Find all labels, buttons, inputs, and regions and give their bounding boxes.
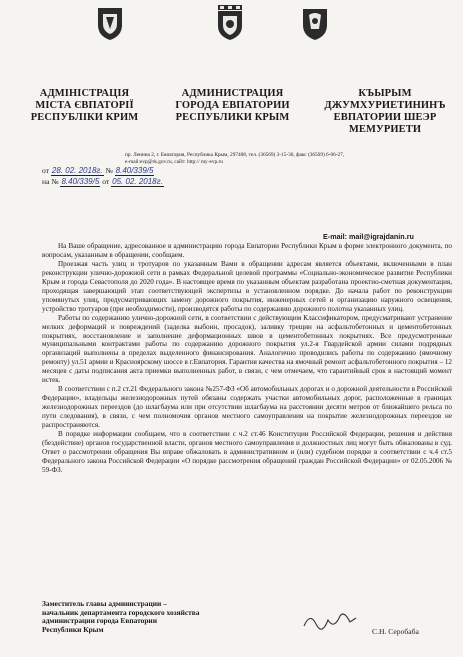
header-russian [160, 88, 305, 124]
header-line: АДМІНІСТРАЦІЯ [39, 88, 130, 99]
header-line: КЪЫРЫМ [358, 88, 412, 99]
paragraph: В соответствии с п.2 ст.21 Федерального закона №257-ФЗ «Об автомобильных дорогах и о дорожной деятельности в Российской Федерации», владельцы железнодорожных путей обязаны содержать участки автомобильных дорог, расположенные в границах железнодорожных переездов (до шлагбаума или при отсутствии шлагбаума на расстоянии десяти метров от ближайшего рельса по пути следования), в связи, с чем полномочия органов местного самоуправления на покрытие железнодорожных переездов не распространяются. [42, 385, 452, 430]
paragraph: В порядке информации сообщаем, что в соответствии с ч.2 ст.46 Конституции Российской Федерации, решения и действия (бездействие) органов государственной власти, органов местного самоуправления и должностных лиц могут быть обжалованы в суд. Ответ о рассмотрении обращения Вы вправе обжаловать в административном и (или) судебном порядке в соответствии с ч.4 ст.5 Федерального закона Российской Федерации «О порядке рассмотрения обращений граждан Российской Федерации» от 02.05.2006 № 59-ФЗ. [42, 430, 452, 474]
header-line: ЕВПАТОРИИ ШЕЭР [333, 112, 437, 123]
header-line: РЕСПУБЛІКИ КРИМ [30, 112, 139, 123]
paragraph: Проезжая часть улиц и тротуаров по указанным Вами в обращении адресам является объектами, включенными в план реконструкции улично-дорожной сети в рамках Федеральной целевой программы «Социально-экономическое развитие Республики Крым и города Севастополя до 2020 года». В настоящее время по указанным объектам разработана проектно-сметная документация, проходящая завершающий этап соответствующей экспертизы в установленном порядке. До начала работ по реконструкции упомянутых улиц, предусматривающих замену дорожного покрытия, инженерных сетей и организацию наружного освещения, устройство тротуаров (при необходимости), производятся работы по содержанию дорожного полотна указанных улиц. [42, 259, 452, 313]
signatory-line: Заместитель главы администрации – [42, 599, 167, 608]
incoming-number: 8.40/339/5 [61, 177, 100, 186]
from-date: 28. 02. 2018г. [51, 166, 103, 175]
header-line: РЕСПУБЛИКИ КРЫМ [175, 112, 290, 123]
paragraph: Работы по содержанию улично-дорожной сети, в соответствии с действующим Классификатором, предусматривают устранение мелких деформаций и повреждений (заделка выбоин, просадок), заливку трещин на асфальтобетонных и цементобетонных покрытиях, восстановление и заполнение деформационных швов в цементобетонных покрытиях. Все предусмотренные муниципальными контрактами работы по содержанию дорожного покрытия ул.2-я Гвардейской армии силами подрядных организаций выполнены в пределах выделенного финансирования. Аналогично проводились работы по содержанию (ямочному ремонту) ул.51 армии и Красноярскому шоссе в г.Евпатория. Гарантия качества на ямочный ремонт асфальтобетонного покрытия – 12 месяцев с даты подписания акта приемки выполненных работ, в связи, с чем отмечаем, что гарантийный срок в настоящий момент истек. [42, 313, 452, 385]
header-line: ДЖУМХУРИЕТИНИНЪ [324, 100, 446, 111]
header-line: АДМИНИСТРАЦИЯ [181, 88, 284, 99]
header-ukrainian [12, 88, 157, 124]
handwritten-signature [300, 608, 360, 634]
address-line: пр. Ленина 2, г. Евпатория, Республика Крым, 297408, тел. (36569) 3-15-30, факс (36569) 6-06-27, [125, 152, 345, 158]
signatory-title [42, 600, 242, 634]
from2-label: от [102, 177, 110, 186]
incoming-reference [42, 177, 164, 187]
header-line: МЕМУРИЕТИ [348, 124, 422, 135]
outgoing-reference [42, 166, 154, 176]
header-line: МІСТА ЄВПАТОРІЇ [35, 100, 134, 111]
to-number-label: на № [42, 177, 59, 186]
header-line: ГОРОДА ЕВПАТОРИИ [175, 100, 290, 111]
coat-of-arms-left-icon [95, 5, 125, 41]
address-line: e-mail:evp@rk.gov.ru, сайт: http:// my-evp.ru [125, 159, 223, 165]
recipient-email: E-mail: mail@igrajdanin.ru [323, 232, 414, 241]
signatory-line: администрации города Евпатории [42, 616, 157, 626]
outgoing-number: 8.40/339/5 [115, 166, 154, 175]
signer-name: С.Н. Серобаба [372, 627, 419, 636]
number-label: № [105, 166, 113, 175]
signatory-line: начальник департамента городского хозяйства [42, 607, 200, 617]
signatory-line: Республики Крым [42, 624, 104, 634]
incoming-date: 05. 02. 2018г. [112, 177, 163, 186]
paragraph: На Ваше обращение, адресованное в администрацию города Евпатории Республики Крым в форме электронного документа, по вопросам, указанным в обращении, сообщаем. [42, 242, 452, 259]
office-address [125, 152, 455, 166]
coat-of-arms-right-icon [300, 5, 330, 41]
header-crimean-tatar [310, 88, 460, 136]
from-label: от [42, 166, 50, 175]
letter-body [42, 242, 452, 475]
coat-of-arms-center-icon [215, 5, 245, 41]
